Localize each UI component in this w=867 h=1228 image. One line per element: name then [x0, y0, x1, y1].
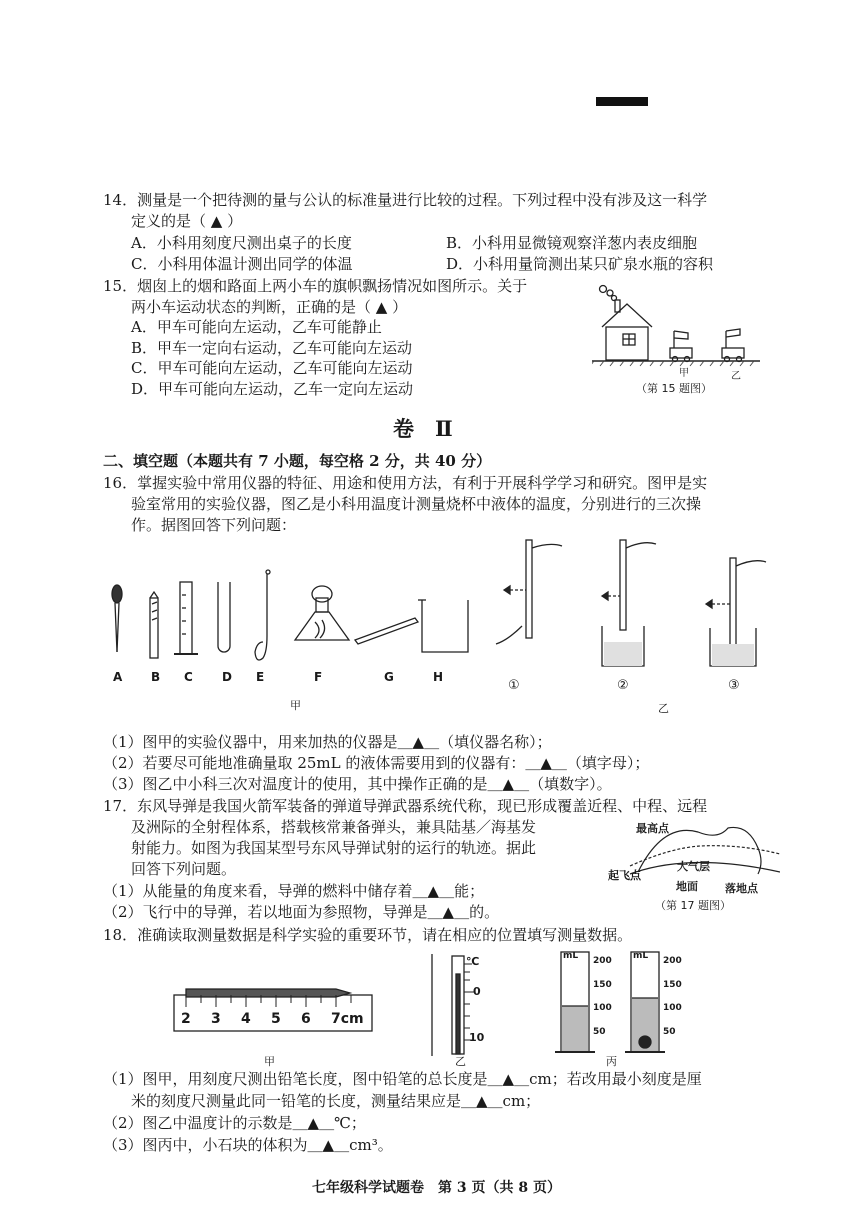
- q17-stem-line3: 射能力。如图为我国某型号东风导弹试射的运行的轨迹。据此: [131, 839, 537, 857]
- thermo-tick-0: 0: [473, 985, 481, 998]
- q14-option-d: D．小科用量筒测出某只矿泉水瓶的容积: [446, 255, 714, 273]
- thermo-tick-10: 10: [469, 1031, 485, 1044]
- step-label-3: ③: [728, 678, 740, 693]
- instrument-label-d: D: [222, 670, 232, 684]
- q18-figure-label-yi: 乙: [455, 1055, 466, 1068]
- ruler-tick-4: 4: [241, 1011, 251, 1027]
- cylinder1-tick-150: 150: [593, 980, 612, 990]
- cylinder1-tick-100: 100: [593, 1003, 612, 1013]
- q17-sub1: （1）从能量的角度来看，导弹的燃料中储存着＿▲＿能；: [103, 882, 485, 900]
- q16-figure-label-yi: 乙: [658, 702, 669, 715]
- ruler-tick-6: 6: [301, 1011, 311, 1027]
- q18-stem: 18．准确读取测量数据是科学实验的重要环节，请在相应的位置填写测量数据。: [103, 926, 633, 944]
- instrument-label-f: F: [314, 670, 323, 684]
- q17-sub2: （2）飞行中的导弹，若以地面为参照物，导弹是＿▲＿的。: [103, 903, 500, 921]
- q15-figure-label-yi: 乙: [731, 371, 741, 382]
- q18-sub3: （3）图丙中，小石块的体积为＿▲＿cm³。: [103, 1136, 393, 1154]
- page-footer: 七年级科学试题卷 第 3 页（共 8 页）: [312, 1180, 561, 1196]
- cylinder1-tick-200: 200: [593, 956, 612, 966]
- ruler-tick-5: 5: [271, 1011, 281, 1027]
- q16-stem-line2: 验室常用的实验仪器，图乙是小科用温度计测量烧杯中液体的温度，分别进行的三次操: [131, 495, 702, 513]
- q17-figure-caption: （第 17 题图）: [655, 899, 731, 912]
- ruler-tick-7cm: 7cm: [331, 1011, 364, 1027]
- q15-figure-house-cars: [592, 282, 762, 377]
- q17-stem-line4: 回答下列问题。: [131, 860, 237, 878]
- q17-label-ground: 地面: [676, 880, 698, 893]
- q18-sub1-line1: （1）图甲，用刻度尺测出铅笔长度，图中铅笔的总长度是＿▲＿cm；若改用最小刻度是厘: [103, 1070, 702, 1088]
- q17-label-atmosphere: 大气层: [677, 860, 710, 873]
- part2-heading: 二、填空题（本题共有 7 小题，每空格 2 分，共 40 分）: [103, 452, 492, 470]
- section-title: 卷 Ⅱ: [393, 416, 453, 441]
- q17-label-landing-point: 落地点: [725, 882, 758, 895]
- q17-label-highest-point: 最高点: [636, 822, 669, 835]
- q17-label-takeoff-point: 起飞点: [608, 869, 641, 882]
- instrument-label-c: C: [184, 670, 193, 684]
- q18-sub2: （2）图乙中温度计的示数是＿▲＿℃；: [103, 1114, 366, 1132]
- header-bar-mark: [596, 97, 648, 106]
- step-label-2: ②: [617, 678, 629, 693]
- q18-figure-label-bing: 丙: [606, 1055, 617, 1068]
- q17-stem-line1: 17．东风导弹是我国火箭军装备的弹道导弹武器系统代称，现已形成覆盖近程、中程、远程: [103, 797, 708, 815]
- q16-stem-line1: 16．掌握实验中常用仪器的特征、用途和使用方法，有利于开展科学学习和研究。图甲是实: [103, 474, 708, 492]
- q16-sub1: （1）图甲的实验仪器中，用来加热的仪器是＿▲＿（填仪器名称）；: [103, 733, 552, 751]
- q16-sub3: （3）图乙中小科三次对温度计的使用，其中操作正确的是＿▲＿（填数字）。: [103, 775, 612, 793]
- instrument-label-a: A: [113, 670, 123, 684]
- q15-option-d: D．甲车可能向左运动，乙车一定向左运动: [131, 380, 414, 398]
- q16-sub2: （2）若要尽可能地准确量取 25mL 的液体需要用到的仪器有：＿▲＿（填字母）；: [103, 754, 650, 772]
- q18-sub1-line2: 米的刻度尺测量此同一铅笔的长度，测量结果应是＿▲＿cm；: [131, 1092, 541, 1110]
- q15-figure-label-jia: 甲: [679, 368, 689, 379]
- q17-stem-line2: 及洲际的全射程体系，搭载核常兼备弹头，兼具陆基／海基发: [131, 818, 537, 836]
- cylinder2-tick-100: 100: [663, 1003, 682, 1013]
- q16-stem-line3: 作。据图回答下列问题：: [131, 516, 297, 534]
- ruler-tick-2: 2: [181, 1011, 191, 1027]
- q18-ruler-pencil-figure: [172, 985, 376, 1035]
- instrument-label-g: G: [384, 670, 394, 684]
- q14-option-b: B．小科用显微镜观察洋葱内表皮细胞: [446, 234, 698, 252]
- q15-stem-line2: 两小车运动状态的判断，正确的是（ ▲ ）: [131, 298, 408, 316]
- cylinder1-unit: mL: [563, 951, 579, 961]
- ruler-tick-3: 3: [211, 1011, 221, 1027]
- q16-figure-label-jia: 甲: [290, 699, 301, 712]
- instrument-label-e: E: [256, 670, 265, 684]
- q15-option-b: B．甲车一定向右运动，乙车可能向左运动: [131, 339, 413, 357]
- instrument-label-b: B: [151, 670, 161, 684]
- cylinder2-tick-50: 50: [663, 1027, 676, 1037]
- cylinder2-tick-200: 200: [663, 956, 682, 966]
- q15-stem-line1: 15．烟囱上的烟和路面上两小车的旗帜飘扬情况如图所示。关于: [103, 277, 528, 295]
- q15-figure-caption: （第 15 题图）: [636, 382, 712, 395]
- step-label-1: ①: [508, 678, 520, 693]
- cylinder1-tick-50: 50: [593, 1027, 606, 1037]
- q14-stem-line2: 定义的是（ ▲ ）: [131, 212, 243, 230]
- instrument-label-h: H: [433, 670, 444, 684]
- q16-instruments-figure: [100, 560, 480, 670]
- q15-option-a: A．甲车可能向左运动，乙车可能静止: [131, 318, 382, 336]
- q14-stem-line1: 14．测量是一个把待测的量与公认的标准量进行比较的过程。下列过程中没有涉及这一科学: [103, 191, 708, 209]
- q18-figure-label-jia: 甲: [264, 1055, 275, 1068]
- q16-thermometer-operations-figure: [490, 534, 790, 674]
- cylinder2-unit: mL: [633, 951, 649, 961]
- thermo-unit: ℃: [466, 955, 480, 968]
- q14-option-c: C．小科用体温计测出同学的体温: [131, 255, 353, 273]
- q14-option-a: A．小科用刻度尺测出桌子的长度: [131, 234, 352, 252]
- cylinder2-tick-150: 150: [663, 980, 682, 990]
- q15-option-c: C．甲车可能向左运动，乙车可能向左运动: [131, 359, 413, 377]
